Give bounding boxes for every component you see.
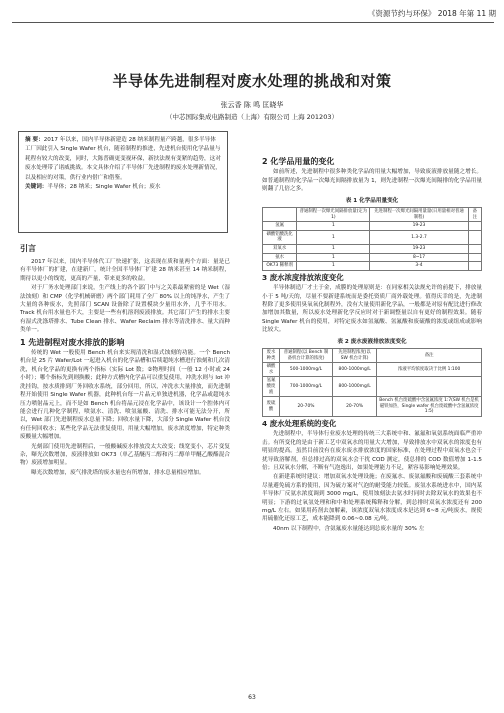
table-cell: 1 (297, 253, 370, 262)
table-2-caption: 表 2 废水废液排放浓度变化 (337, 338, 407, 345)
table-cell: 8~17 (370, 253, 468, 262)
table-cell: Bench 机台废硫酸中含氢氟浓度 1:7(SW 机台是机磁铁加热，Single wafer 机台废硫酸中含氢氟浓度 1:5) (377, 397, 482, 417)
table-cell: 800-1000mg/L (332, 363, 376, 377)
table-header-cell: 普通制程(以 Bench 制备机台计算的浓度) (280, 349, 333, 363)
table-cell: 3-4 (370, 262, 468, 271)
table-header-cell: 普通制程一次爆光间隔排放量(定为 1) (297, 208, 370, 222)
table-row (263, 245, 482, 254)
table-cell: OK73 稀释剂 (263, 262, 297, 271)
table-cell (468, 253, 481, 262)
table-cell: 氢氟 (263, 222, 297, 231)
table-cell: 500-1000mg/L (280, 363, 333, 377)
table-cell: 浓液平均浓度取决于比例 1:100 (377, 363, 482, 377)
section-4-paragraph: 40nm 以下制程中，含氨氟废水量能达到总废水量的 30% 左 (273, 525, 425, 532)
section-4-paragraph: 先进制程中，半导体行业废水处理的传统三大系统中和、氟氟和氧氨系统面临严重冲击。有所变化的是由于新工艺中双氧水的用量大大增加，导致排放水中双氧水的浓度也有明显的提高。虽然目前没有在废水废水排放浓度的国家标准，在处理过程中双氧水也会干扰导致溶解剂，但总排过高的双氧水会干扰 COD 测定，使总排的 COD 数值增加 1-1.5 倍；且双氧水分解，不断有气泡逸出，如果处理能力不足，紧容易影响处理效果。 (262, 431, 482, 471)
table-row (263, 377, 482, 397)
section-1-paragraph: 曝光次数增加，废气排洗塔的废水量也有所增加，排水总量相应增加。 (31, 469, 205, 476)
affiliation: （中芯国际集成电路制造（上海）有限公司 上海 201203） (166, 113, 338, 121)
table-row (263, 222, 482, 231)
table-cell: 1 (297, 222, 370, 231)
table-cell: 1.3-2.7 (370, 230, 468, 244)
table-cell: 1 (297, 262, 370, 271)
table-header-row (263, 208, 482, 222)
table-row (263, 363, 482, 377)
article-title: 半导体先进制程对废水处理的挑战和对策 (112, 72, 392, 90)
section-2-heading: 2 化学品用量的变化 (262, 157, 335, 166)
table-header-cell (263, 208, 297, 222)
table-header-cell: 先进制程浓度(以 SW 机台计算) (332, 349, 376, 363)
table-cell (468, 230, 481, 244)
table-row (263, 253, 482, 262)
table-cell: 19-23 (370, 222, 468, 231)
section-3-heading: 3 废水浓度排放浓度变化 (262, 272, 344, 282)
table-header-cell: 先进制程一次爆光间隔用量量(日用量相对普通制程) (370, 208, 468, 222)
journal-header: 《资源节约与环保》 2018 年第 11 期 (367, 9, 496, 18)
table-header-cell: 备注 (468, 208, 481, 222)
section-2-paragraph: 如前所述，先进制程中很多种类化学品的用量大幅增加，导致废液排放量随之增长。如普通制程的化学品一次爆光间隔排放量为 1，则先进制程一次爆光间隔排的化学品用量则翻了几倍之多。 (262, 169, 482, 193)
table-cell: 700-1000mg/L (280, 377, 333, 397)
table-cell: 20-70% (280, 397, 333, 417)
table-cell (468, 222, 481, 231)
table-cell: 废硫酸 (263, 397, 280, 417)
table-header-cell: 废水种类 (263, 349, 280, 363)
abstract-box (18, 131, 228, 233)
table-cell: 19-23 (370, 245, 468, 254)
table-cell: 磷酸水 (263, 363, 280, 377)
table-cell: 双氧水 (263, 245, 297, 254)
table-cell: 1 (297, 245, 370, 254)
right-column (262, 158, 482, 534)
table-cell: 1 (297, 230, 370, 244)
section-1-paragraph: 传统的 Wet 一般使用 Bench 机台来实现清洗和湿式蚀刻的功能。一个 Bench 机台是 25 片 Wafer/Lot 一起进入机台的化学品槽和后续超纯水槽进行蚀刻和几次清洗，机台化学品的更换有两个指标（实际 Lot 数；②物理时间（一般 12 小时或 24 小时）；哪个指标先到则换酸；此种方式槽内化学品可以重复使用，冲洗水则与 lot 冲洗挂钩，按水质排到厂务回收水系统，部分回用，所以，冲洗水大量排放，而先进制程开始使用 Single Wafer 机器，此种机台每一片晶元单独进机器，化学品或超纯水压力喷射晶元上，而不是如 Bench 机台将晶元浸在化学品中，该设计一个腔体内可能会进行几种化学制程，喷氨水、清洗、喷氢氟酸、清洗、排水可能无法分开，所以，Wet 部门先进制程废水总量下降；回收水量下降，大部分 Single Wafer 机台没有任何回收水；某些化学品无法重复使用，用量大幅增加，废水浓度增加，特定种类废酸量大幅增加。 (20, 350, 230, 441)
authors: 张云香 陈 鸣 匡晓华 (220, 101, 284, 109)
table-cell: 20-70% (332, 397, 376, 417)
table-cell (468, 262, 481, 271)
table-row (263, 397, 482, 417)
keywords-label: 关键词： (25, 184, 48, 191)
table-row (263, 230, 482, 244)
table-cell: 氨水 (263, 253, 297, 262)
table-row (263, 262, 482, 271)
section-3-paragraph: 半导体制造厂才土于金，成膜的处理原则是：在同家相关法规允许的前提下，排放量小于 5 吨/天的，尽量不要新建系统而是委托资质厂商外载处理。值得庆幸的是，先进制程除了更多使用臭氧氧化制程外，没有大量使用新化学品，一般都是对原有配比进行修改加增加其数量，所以废水处理新化学反应时对于新调整量以自有更好的制程效果。随着 Single Wafer 机台的使用，对特定废水如氢氟酸、氢氟酸和废硫酸的浓度或组成或影响比较大。 (262, 285, 482, 334)
table-header-cell: 备注 (377, 349, 482, 363)
left-column (20, 258, 230, 478)
header-rule (12, 22, 494, 23)
section-4-paragraph: 在新建系统时建议：增加双氧水处理设施；在废氟水、废氨氟酸和废硫酸三套系统中尽量避免硫方系的使用，因为硫方案对气泡的耐受能力较低。废氢水系统进水中，国内某半导体厂反氨水浓度调到 3000 mg/L，使用蚀刻法去氨水时同时去除双氧水的效果也不明显；下游的过氧氢处理和和中和处理系统稀释和分解，到总排时双氧水浓度还有 200 mg/L 左右。如果用药剂去加解素，该浓度双氧水浓度成本是达到 6~8 元/吨废水，规使用硫催化还原工艺，成本能降到 0.06~0.08 元/吨。 (262, 474, 482, 523)
table-header-row (263, 349, 482, 363)
intro-heading: 引言 (20, 244, 36, 253)
table-cell: 氢氟酸废液 (263, 377, 280, 397)
table-1 (262, 207, 482, 271)
table-1-caption: 表 1 化学品用量变化 (345, 197, 399, 204)
table-cell (468, 245, 481, 254)
page-number: 63 (248, 694, 256, 701)
section-1-heading: 1 先进制程对废水排放的影响 (20, 337, 125, 347)
keywords-text: 半导体；28 纳米；Single Wafer 机台；废水 (47, 184, 161, 191)
abstract-text: 2017 年以来，国内半导体新建造 28 纳米制程量产跨越，很多半导体工厂因此引入 Single Wafer 机台，随着制程的推进，先进机台使用化学品量与耗程有较大的改变，同时，大陈普确更变视环保，新扶法规有变紧的趋势，这对废水处理带了诸威挑战。本文具体介绍了半导体厂先进制程的废水处理新情况，以及相应的对策，供行业内借广和借鉴。 (25, 137, 221, 181)
table-cell: 磷酸铝酸洗化液 (263, 230, 297, 244)
intro-paragraph: 对于厂务水处理部门来说，生产线上的各个部门中与之关系最紧密的是 Wet（湿法蚀刻）和 CMP（化学机械研磨）两个部门耗用了全厂 80% 以上的纯净水，产生了大量的各种废水，先照部门 SCAN 设备除了设置模块少量用水外，几乎不用水。Track 机台用水量也不大，主要是一些有机溶剂废液排放。其它部门产生的排水主要有湿式洗涤塔排水、Tube Clean 排水、Wafer Reclaim 排水等清洗排水、量大而种类单一。 (20, 285, 230, 334)
section-4-heading: 4 废水处理系统的变化 (262, 418, 337, 428)
table-cell: 800-1000mg/L (332, 377, 376, 397)
section-1-paragraph: 光刻部门使用先进制程后，一般酸碱废水排放没太大改变；线宽变小，芯片变复杂，曝光次数增加，废液排放如 OK73（单乙基醚丙二醇和丙二醇单甲醚乙酸酯混合物）废液增加明显。 (20, 443, 230, 467)
table-cell (377, 377, 482, 397)
abstract-label: 摘 要： (25, 137, 44, 143)
table-2 (262, 348, 482, 417)
intro-paragraph: 2017 年以来，国内半导体代工厂快速扩张，这表现在质和量两个方面：量是已有半导体厂的扩建，在建新厂，统计全国半导体厂扩建 28 纳米甚至 14 纳米制程，期待以更小的线宽，更高的产量，带来更多的收益。 (20, 259, 230, 282)
